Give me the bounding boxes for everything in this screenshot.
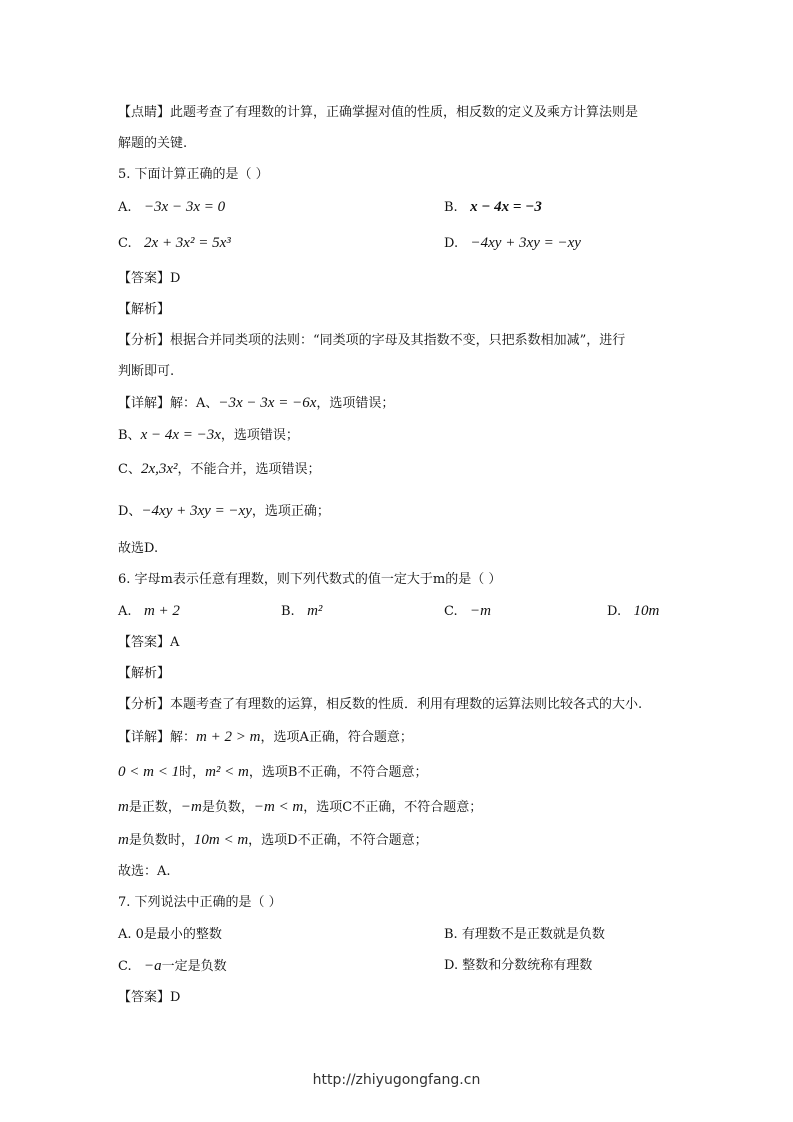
q5-option-c xyxy=(118,236,231,251)
option-label: A. xyxy=(118,604,132,619)
math: x − 4x = −3x xyxy=(140,427,221,443)
math: 10m < m xyxy=(193,832,249,848)
option-math: m + 2 xyxy=(143,603,180,619)
math: m² < m xyxy=(205,764,249,780)
text: ，选项C不正确，不符合题意； xyxy=(303,800,483,815)
math: 0 < m < 1 xyxy=(118,764,180,780)
text: B、 xyxy=(118,428,141,443)
math: −3x − 3x = −6x xyxy=(218,395,317,411)
answer-6: 【答案】A xyxy=(118,635,180,650)
math: −4xy + 3xy = −xy xyxy=(141,503,252,519)
q6-option-d xyxy=(607,604,659,619)
q7-option-c xyxy=(118,959,227,974)
xiangjie-5-a xyxy=(118,396,394,411)
option-label: A. xyxy=(118,200,132,215)
option-math: x − 4x = −3 xyxy=(470,199,542,215)
text: 【详解】解： xyxy=(118,730,197,745)
question-6: 6. 字母m表示任意有理数，则下列代数式的值一定大于m的是（ ） xyxy=(118,572,502,587)
guxuan-5: 故选D. xyxy=(118,541,159,556)
option-label: D. xyxy=(607,604,622,619)
option-math: 2x + 3x² = 5x³ xyxy=(144,235,231,251)
q7-option-a: A. 0是最小的整数 xyxy=(118,927,222,942)
q6-option-b xyxy=(281,604,322,619)
fenxi-5-line-2: 判断即可. xyxy=(118,364,175,379)
question-7: 7. 下列说法中正确的是（ ） xyxy=(118,895,282,910)
text: ，选项A正确，符合题意； xyxy=(260,730,413,745)
xiangjie-5-d xyxy=(118,504,330,519)
text: 是正数， xyxy=(128,800,181,815)
q6-option-a xyxy=(118,604,180,619)
guxuan-6: 故选：A. xyxy=(118,864,171,879)
option-label: D. xyxy=(444,236,459,251)
text: 是负数时， xyxy=(128,833,194,848)
option-math: −3x − 3x = 0 xyxy=(143,199,226,215)
answer-7: 【答案】D xyxy=(118,990,181,1005)
xiangjie-6-d xyxy=(118,833,428,848)
option-label: B. xyxy=(444,200,458,215)
xiangjie-5-b xyxy=(118,428,299,443)
text: ，选项D不正确，不符合题意； xyxy=(248,833,428,848)
text: 时， xyxy=(179,765,206,780)
fenxi-5-line-1: 【分析】根据合并同类项的法则：“同类项的字母及其指数不变，只把系数相加减”，进行 xyxy=(118,333,626,348)
text: ，选项正确； xyxy=(251,504,330,519)
q7-option-d: D. 整数和分数统称有理数 xyxy=(444,958,593,973)
text: 是负数， xyxy=(201,800,254,815)
jiexi-6: 【解析】 xyxy=(118,666,171,681)
option-label: C. xyxy=(118,959,132,974)
q5-option-a xyxy=(118,200,225,215)
option-math: −m xyxy=(470,603,491,619)
footer-url: http://zhiyugongfang.cn xyxy=(312,1072,481,1088)
text: ，选项错误； xyxy=(316,396,395,411)
dianjing-line-1: 【点睛】此题考查了有理数的计算，正确掌握对值的性质，相反数的定义及乘方计算法则是 xyxy=(118,105,639,120)
xiangjie-6-a xyxy=(118,730,413,745)
jiexi-5: 【解析】 xyxy=(118,302,171,317)
math: m xyxy=(118,832,129,848)
text: ，选项B不正确，不符合题意； xyxy=(248,765,428,780)
text: D、 xyxy=(118,504,142,519)
math: m xyxy=(118,799,129,815)
text: 【详解】解：A、 xyxy=(118,396,219,411)
option-label: C. xyxy=(118,236,132,251)
q5-option-b xyxy=(444,200,542,215)
option-math: −a xyxy=(144,958,162,974)
fenxi-6: 【分析】本题考查了有理数的运算，相反数的性质．利用有理数的运算法则比较各式的大小. xyxy=(118,697,643,712)
math: 2x,3x² xyxy=(140,461,178,477)
math: m + 2 > m xyxy=(196,729,261,745)
option-math: −4xy + 3xy = −xy xyxy=(470,235,581,251)
xiangjie-6-c xyxy=(118,800,482,815)
option-math: m² xyxy=(307,603,323,619)
xiangjie-5-c xyxy=(118,462,321,477)
option-math: 10m xyxy=(633,603,660,619)
xiangjie-6-b xyxy=(118,765,427,780)
dianjing-line-2: 解题的关键. xyxy=(118,136,188,151)
option-label: B. xyxy=(281,604,295,619)
q5-option-d xyxy=(444,236,581,251)
text: ，选项错误； xyxy=(220,428,299,443)
text: 一定是负数 xyxy=(161,959,227,974)
text: ，不能合并，选项错误； xyxy=(177,462,321,477)
math: −m xyxy=(180,799,202,815)
option-label: C. xyxy=(444,604,458,619)
q6-option-c xyxy=(444,604,491,619)
q7-option-b: B. 有理数不是正数就是负数 xyxy=(444,927,605,942)
math: −m < m xyxy=(253,799,304,815)
answer-5: 【答案】D xyxy=(118,271,181,286)
text: C、 xyxy=(118,462,141,477)
question-5: 5. 下面计算正确的是（ ） xyxy=(118,167,269,182)
